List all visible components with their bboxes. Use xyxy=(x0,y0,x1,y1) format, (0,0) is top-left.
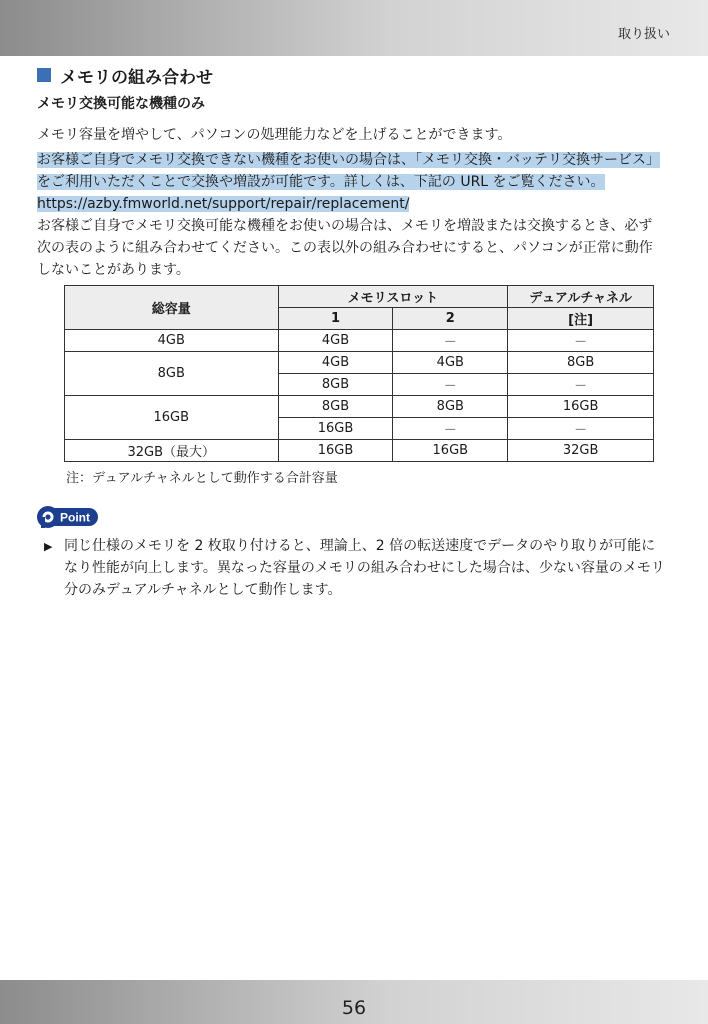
table-row xyxy=(65,330,654,352)
cell-dual: 16GB xyxy=(508,396,654,418)
point-item xyxy=(44,535,666,601)
header-slot-1: 1 xyxy=(278,308,393,330)
point-badge-label: Point xyxy=(60,510,90,525)
header-total: 総容量 xyxy=(65,286,279,330)
section-square-icon xyxy=(37,68,51,82)
section-title-text: メモリの組み合わせ xyxy=(60,67,213,88)
cell-slot1: 4GB xyxy=(278,330,393,352)
header-label: 取り扱い xyxy=(617,27,670,42)
table-note: 注：デュアルチャネルとして動作する合計容量 xyxy=(66,471,338,486)
header-dual: デュアルチャネル xyxy=(508,286,654,308)
table-row xyxy=(65,440,654,462)
cell-slot1: 4GB xyxy=(278,352,393,374)
cell-dual: － xyxy=(508,418,654,440)
section-subtitle: メモリ交換可能な機種のみ xyxy=(37,96,205,112)
cell-dual: 32GB xyxy=(508,440,654,462)
cell-total: 8GB xyxy=(65,352,279,396)
cell-total: 16GB xyxy=(65,396,279,440)
point-badge xyxy=(36,505,100,533)
memory-table xyxy=(64,285,654,462)
highlight-text: お客様ご自身でメモリ交換できない機種をお使いの場合は、「メモリ交換・バッテリ交換サービス」をご利用いただくことで交換や増設が可能です。詳しくは、下記の URL をご覧ください。 xyxy=(37,152,660,190)
cell-total: 4GB xyxy=(65,330,279,352)
header-slots: メモリスロット xyxy=(278,286,508,308)
cell-slot1: 16GB xyxy=(278,440,393,462)
bullet-triangle-icon: ▶ xyxy=(44,540,53,553)
cell-slot1: 8GB xyxy=(278,396,393,418)
replacement-url[interactable]: https://azby.fmworld.net/support/repair/replacement/ xyxy=(37,196,410,212)
cell-slot1: 16GB xyxy=(278,418,393,440)
table-row xyxy=(65,352,654,374)
cell-slot2: 16GB xyxy=(393,440,508,462)
cell-slot2: － xyxy=(393,418,508,440)
cell-dual: － xyxy=(508,374,654,396)
cell-total: 32GB（最大） xyxy=(65,440,279,462)
page-number: 56 xyxy=(341,997,367,1019)
cell-slot2: 4GB xyxy=(393,352,508,374)
cell-slot2: 8GB xyxy=(393,396,508,418)
header-dual-note: [注] xyxy=(508,308,654,330)
section-title xyxy=(37,63,213,87)
combination-paragraph: お客様ご自身でメモリ交換可能な機種をお使いの場合は、メモリを増設または交換するとき、必ず次の表のように組み合わせてください。この表以外の組み合わせにすると、パソコンが正常に動作しないことがあります。 xyxy=(37,218,653,278)
point-text: 同じ仕様のメモリを 2 枚取り付けると、理論上、2 倍の転送速度でデータのやり取りが可能になり性能が向上します。異なった容量のメモリの組み合わせにした場合は、少ない容量のメモリ分のみデュアルチャネルとして動作します。 xyxy=(64,538,665,598)
table-row xyxy=(65,396,654,418)
point-badge-icon xyxy=(36,505,100,529)
cell-slot1: 8GB xyxy=(278,374,393,396)
cell-slot2: － xyxy=(393,374,508,396)
cell-dual: 8GB xyxy=(508,352,654,374)
header-slot-2: 2 xyxy=(393,308,508,330)
highlight-paragraph xyxy=(37,149,665,215)
intro-paragraph: メモリ容量を増やして、パソコンの処理能力などを上げることができます。 xyxy=(37,127,512,143)
cell-dual: － xyxy=(508,330,654,352)
cell-slot2: － xyxy=(393,330,508,352)
header-bar xyxy=(0,0,708,56)
